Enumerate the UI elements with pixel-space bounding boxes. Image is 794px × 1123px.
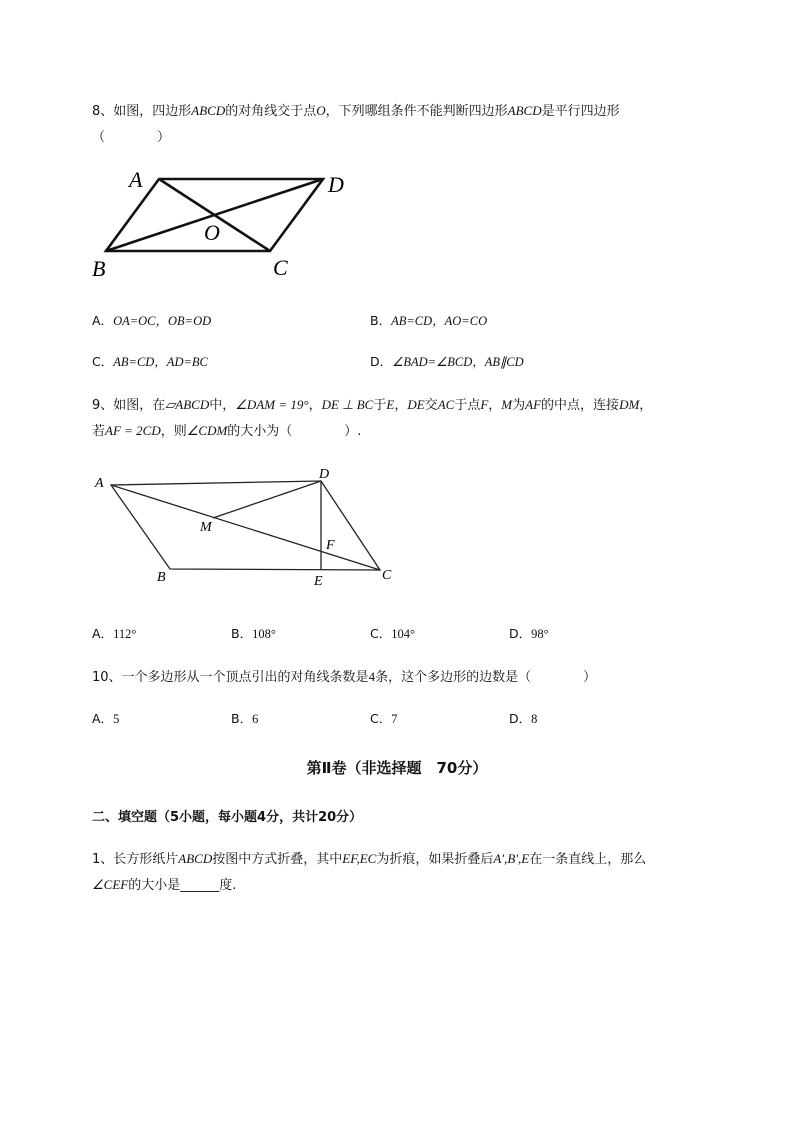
- q9-label-f: F: [326, 538, 335, 553]
- q9-text: 为: [512, 398, 526, 413]
- q8-label-b: B: [92, 256, 106, 281]
- q9-m: M: [501, 397, 513, 412]
- q9-text: ，: [639, 398, 653, 413]
- q10-n: 4: [368, 669, 376, 684]
- q9-number: 9、: [92, 398, 114, 413]
- option-letter: A．: [92, 313, 114, 328]
- q8-text: ，下列哪组条件不能判断四边形: [325, 104, 508, 119]
- q9-de: DE: [407, 397, 425, 412]
- q9-label-b: B: [157, 570, 166, 585]
- section-title: 二、填空题（5小题，每小题4分，共计20分）: [92, 810, 363, 825]
- q9-option-a[interactable]: [92, 624, 136, 642]
- option-text: 7: [391, 712, 398, 726]
- option-letter: C．: [370, 626, 392, 641]
- q8-option-d[interactable]: [370, 352, 524, 370]
- q10-stem: [92, 666, 596, 685]
- q9-text: ，则: [160, 424, 187, 439]
- q9-stem-line1: [92, 394, 652, 413]
- fill1-text: 度.: [219, 878, 237, 893]
- q9-ac: AC: [437, 397, 455, 412]
- fill1-text: 在一条直线上，那么: [529, 852, 647, 867]
- option-text: 112°: [113, 627, 137, 641]
- option-text: AB=CD，AO=CO: [391, 314, 488, 328]
- option-text: 104°: [391, 627, 415, 641]
- option-letter: D．: [370, 354, 393, 369]
- option-letter: C．: [370, 711, 392, 726]
- q9-dm: DM: [619, 397, 640, 412]
- option-text: OA=OC，OB=OD: [113, 314, 212, 328]
- q9-text: ，: [394, 398, 408, 413]
- q9-text: 的大小为（ ）.: [227, 424, 362, 439]
- q9-text: 若: [92, 424, 106, 439]
- fill1-text: 长方形纸片: [113, 852, 179, 867]
- q10-option-b[interactable]: [231, 709, 258, 727]
- q9-perp: DE ⊥ BC: [321, 397, 374, 412]
- q8-number: 8、: [92, 104, 114, 119]
- q10-text: 条，这个多边形的边数是（ ）: [375, 670, 597, 685]
- q9-label-m: M: [200, 520, 212, 535]
- q9-text: 于: [373, 398, 387, 413]
- fill1-text: 为折痕，如果折叠后: [376, 852, 494, 867]
- q9-segment-dm: [213, 481, 321, 518]
- option-text: ∠BAD=∠BCD，AB∥CD: [392, 355, 524, 369]
- fill1-stem-line2: [92, 874, 236, 893]
- q9-condition: AF = 2CD: [105, 423, 161, 438]
- q9-diagonal-ac: [111, 485, 380, 570]
- q8-label-c: C: [273, 255, 288, 280]
- q10-option-a[interactable]: [92, 709, 119, 727]
- option-letter: B．: [231, 626, 253, 641]
- option-text: 6: [252, 712, 259, 726]
- q8-text: 的对角线交于点: [225, 104, 317, 119]
- option-text: 98°: [531, 627, 549, 641]
- fill1-angle: ∠CEF: [92, 877, 129, 892]
- option-letter: D．: [509, 711, 532, 726]
- q9-text: ，: [308, 398, 322, 413]
- q10-text: 一个多边形从一个顶点引出的对角线条数是: [121, 670, 369, 685]
- q9-text: ，: [488, 398, 502, 413]
- q8-label-d: D: [328, 172, 344, 197]
- fill1-points: A',B',E: [493, 851, 530, 866]
- option-text: 5: [113, 712, 120, 726]
- option-text: AB=CD，AD=BC: [113, 355, 208, 369]
- q8-option-c[interactable]: [92, 352, 208, 370]
- fill1-abcd: ABCD: [178, 851, 213, 866]
- q8-answer-paren: （ ）: [92, 130, 171, 145]
- q9-label-d: D: [319, 467, 330, 482]
- q8-option-a[interactable]: [92, 311, 211, 329]
- option-letter: B．: [370, 313, 392, 328]
- option-letter: C．: [92, 354, 114, 369]
- q9-pgram: ▱ABCD: [165, 397, 210, 412]
- q9-text: 如图，在: [113, 398, 166, 413]
- part2-title: 第Ⅱ卷（非选择题 70分）: [306, 759, 488, 777]
- q8-text: 是平行四边形: [541, 104, 620, 119]
- q8-label-a: A: [129, 167, 143, 192]
- option-letter: D．: [509, 626, 532, 641]
- q8-option-b[interactable]: [370, 311, 487, 329]
- q8-text: 如图，四边形: [113, 104, 192, 119]
- fill1-text: 的大小是: [128, 878, 181, 893]
- q9-text: 中，: [209, 398, 236, 413]
- q8-abcd: ABCD: [191, 103, 226, 118]
- fill1-number: 1、: [92, 852, 114, 867]
- option-letter: A．: [92, 711, 114, 726]
- q8-abcd: ABCD: [507, 103, 542, 118]
- option-letter: B．: [231, 711, 253, 726]
- q8-label-o: O: [204, 220, 220, 245]
- fill1-stem-line1: [92, 848, 646, 867]
- q10-option-d[interactable]: [509, 709, 537, 727]
- q9-text: 的中点，连接: [541, 398, 620, 413]
- fill1-text: 按图中方式折叠，其中: [212, 852, 343, 867]
- q9-stem-line2: [92, 420, 361, 439]
- q9-e: E: [386, 397, 395, 412]
- q9-text: 交: [424, 398, 438, 413]
- fill1-ef-ec: EF,EC: [342, 851, 377, 866]
- q9-label-a: A: [95, 476, 104, 491]
- q9-option-c[interactable]: [370, 624, 415, 642]
- q8-figure: [88, 165, 363, 285]
- q10-number: 10、: [92, 670, 122, 685]
- q9-option-b[interactable]: [231, 624, 276, 642]
- q9-figure: [90, 462, 402, 592]
- q9-ask-angle: ∠CDM: [186, 423, 228, 438]
- q9-angle: ∠DAM = 19°: [235, 397, 309, 412]
- q9-text: 于点: [454, 398, 481, 413]
- option-text: 8: [531, 712, 538, 726]
- q8-o: O: [316, 103, 326, 118]
- q9-label-c: C: [382, 568, 392, 583]
- q9-af: AF: [525, 397, 542, 412]
- fill1-answer-blank[interactable]: ______: [180, 878, 220, 893]
- q9-f: F: [480, 397, 489, 412]
- q9-option-d[interactable]: [509, 624, 549, 642]
- q9-label-e: E: [314, 574, 323, 589]
- option-letter: A．: [92, 626, 114, 641]
- option-text: 108°: [252, 627, 276, 641]
- q10-option-c[interactable]: [370, 709, 397, 727]
- q8-stem: [92, 100, 620, 119]
